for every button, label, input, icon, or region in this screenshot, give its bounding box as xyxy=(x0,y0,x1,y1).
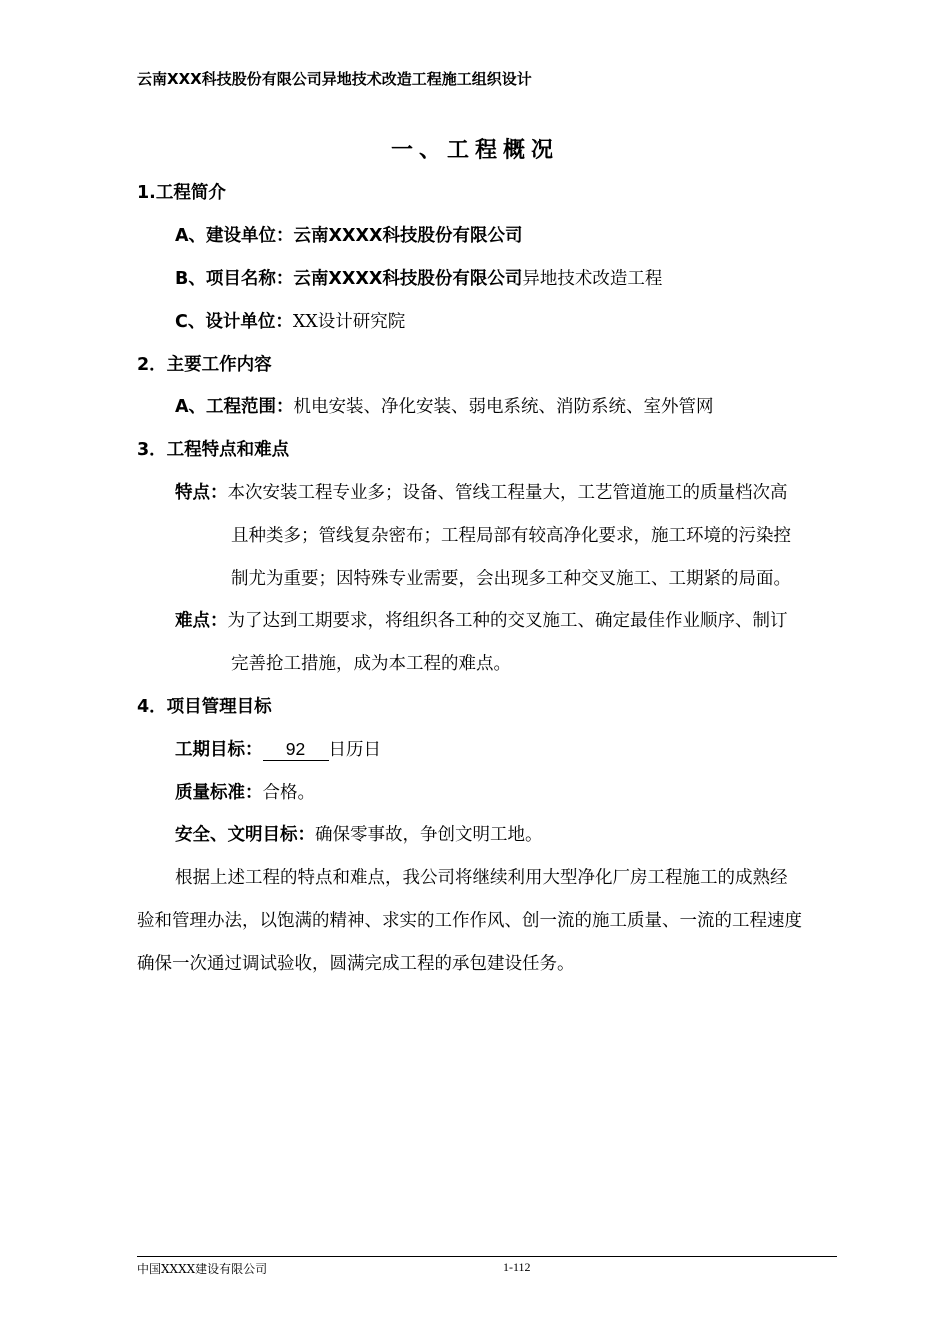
footer-company: 中国XXXX建设有限公司 xyxy=(137,1262,268,1276)
section-1-heading: 1.工程简介 xyxy=(137,183,226,203)
construction-unit-value: 云南XXXX科技股份有限公司 xyxy=(293,226,523,246)
design-unit-label: C、设计单位： xyxy=(175,312,293,332)
section-3-heading: 3．工程特点和难点 xyxy=(137,440,290,460)
paragraph-line-2: 验和管理办法，以饱满的精神、求实的工作作风、创一流的施工质量、一流的工程速度 xyxy=(137,911,802,931)
feature-line-2: 且种类多；管线复杂密布；工程局部有较高净化要求，施工环境的污染控 xyxy=(231,526,791,546)
feature-line-3: 制尤为重要；因特殊专业需要，会出现多工种交叉施工、工期紧的局面。 xyxy=(231,569,791,589)
paragraph-line-3: 确保一次通过调试验收，圆满完成工程的承包建设任务。 xyxy=(137,954,575,974)
paragraph-line-1: 根据上述工程的特点和难点，我公司将继续利用大型净化厂房工程施工的成熟经 xyxy=(175,868,788,888)
project-name-value: 异地技术改造工程 xyxy=(522,269,663,289)
feature-line-1: 本次安装工程专业多；设备、管线工程量大，工艺管道施工的质量档次高 xyxy=(227,483,788,503)
project-name-label: B、项目名称： xyxy=(175,269,294,289)
construction-unit-row xyxy=(175,223,523,249)
schedule-value: 92 xyxy=(263,738,329,761)
quality-label: 质量标准： xyxy=(175,783,263,803)
safety-value: 确保零事故，争创文明工地。 xyxy=(315,825,543,845)
section-2-heading: 2．主要工作内容 xyxy=(137,355,272,375)
quality-row xyxy=(175,780,315,806)
project-name-row xyxy=(175,266,662,292)
scope-value: 机电安装、净化安装、弱电系统、消防系统、室外管网 xyxy=(293,397,714,417)
design-unit-row xyxy=(175,309,405,335)
feature-label: 特点： xyxy=(175,483,228,503)
difficulty-line-2: 完善抢工措施，成为本工程的难点。 xyxy=(231,654,511,674)
difficulty-line-1: 为了达到工期要求，将组织各工种的交叉施工、确定最佳作业顺序、制订 xyxy=(227,611,788,631)
page-header: 云南XXX科技股份有限公司异地技术改造工程施工组织设计 xyxy=(137,70,532,88)
schedule-label: 工期目标： xyxy=(175,740,263,760)
schedule-row xyxy=(175,737,381,763)
scope-row xyxy=(175,394,714,420)
safety-label: 安全、文明目标： xyxy=(175,825,315,845)
footer-page-number: 1-112 xyxy=(503,1260,531,1274)
difficulty-row xyxy=(175,608,788,634)
section-4-heading: 4．项目管理目标 xyxy=(137,697,272,717)
page-title: 一、工程概况 xyxy=(390,138,559,163)
footer-rule xyxy=(137,1256,837,1257)
quality-value: 合格。 xyxy=(262,783,315,803)
feature-row xyxy=(175,480,788,506)
safety-row xyxy=(175,822,543,848)
design-unit-value: XX设计研究院 xyxy=(292,312,406,332)
schedule-unit: 日历日 xyxy=(328,740,381,760)
project-name-value-bold: 云南XXXX科技股份有限公司 xyxy=(293,269,523,289)
scope-label: A、工程范围： xyxy=(175,397,294,417)
difficulty-label: 难点： xyxy=(175,611,228,631)
construction-unit-label: A、建设单位： xyxy=(175,226,294,246)
